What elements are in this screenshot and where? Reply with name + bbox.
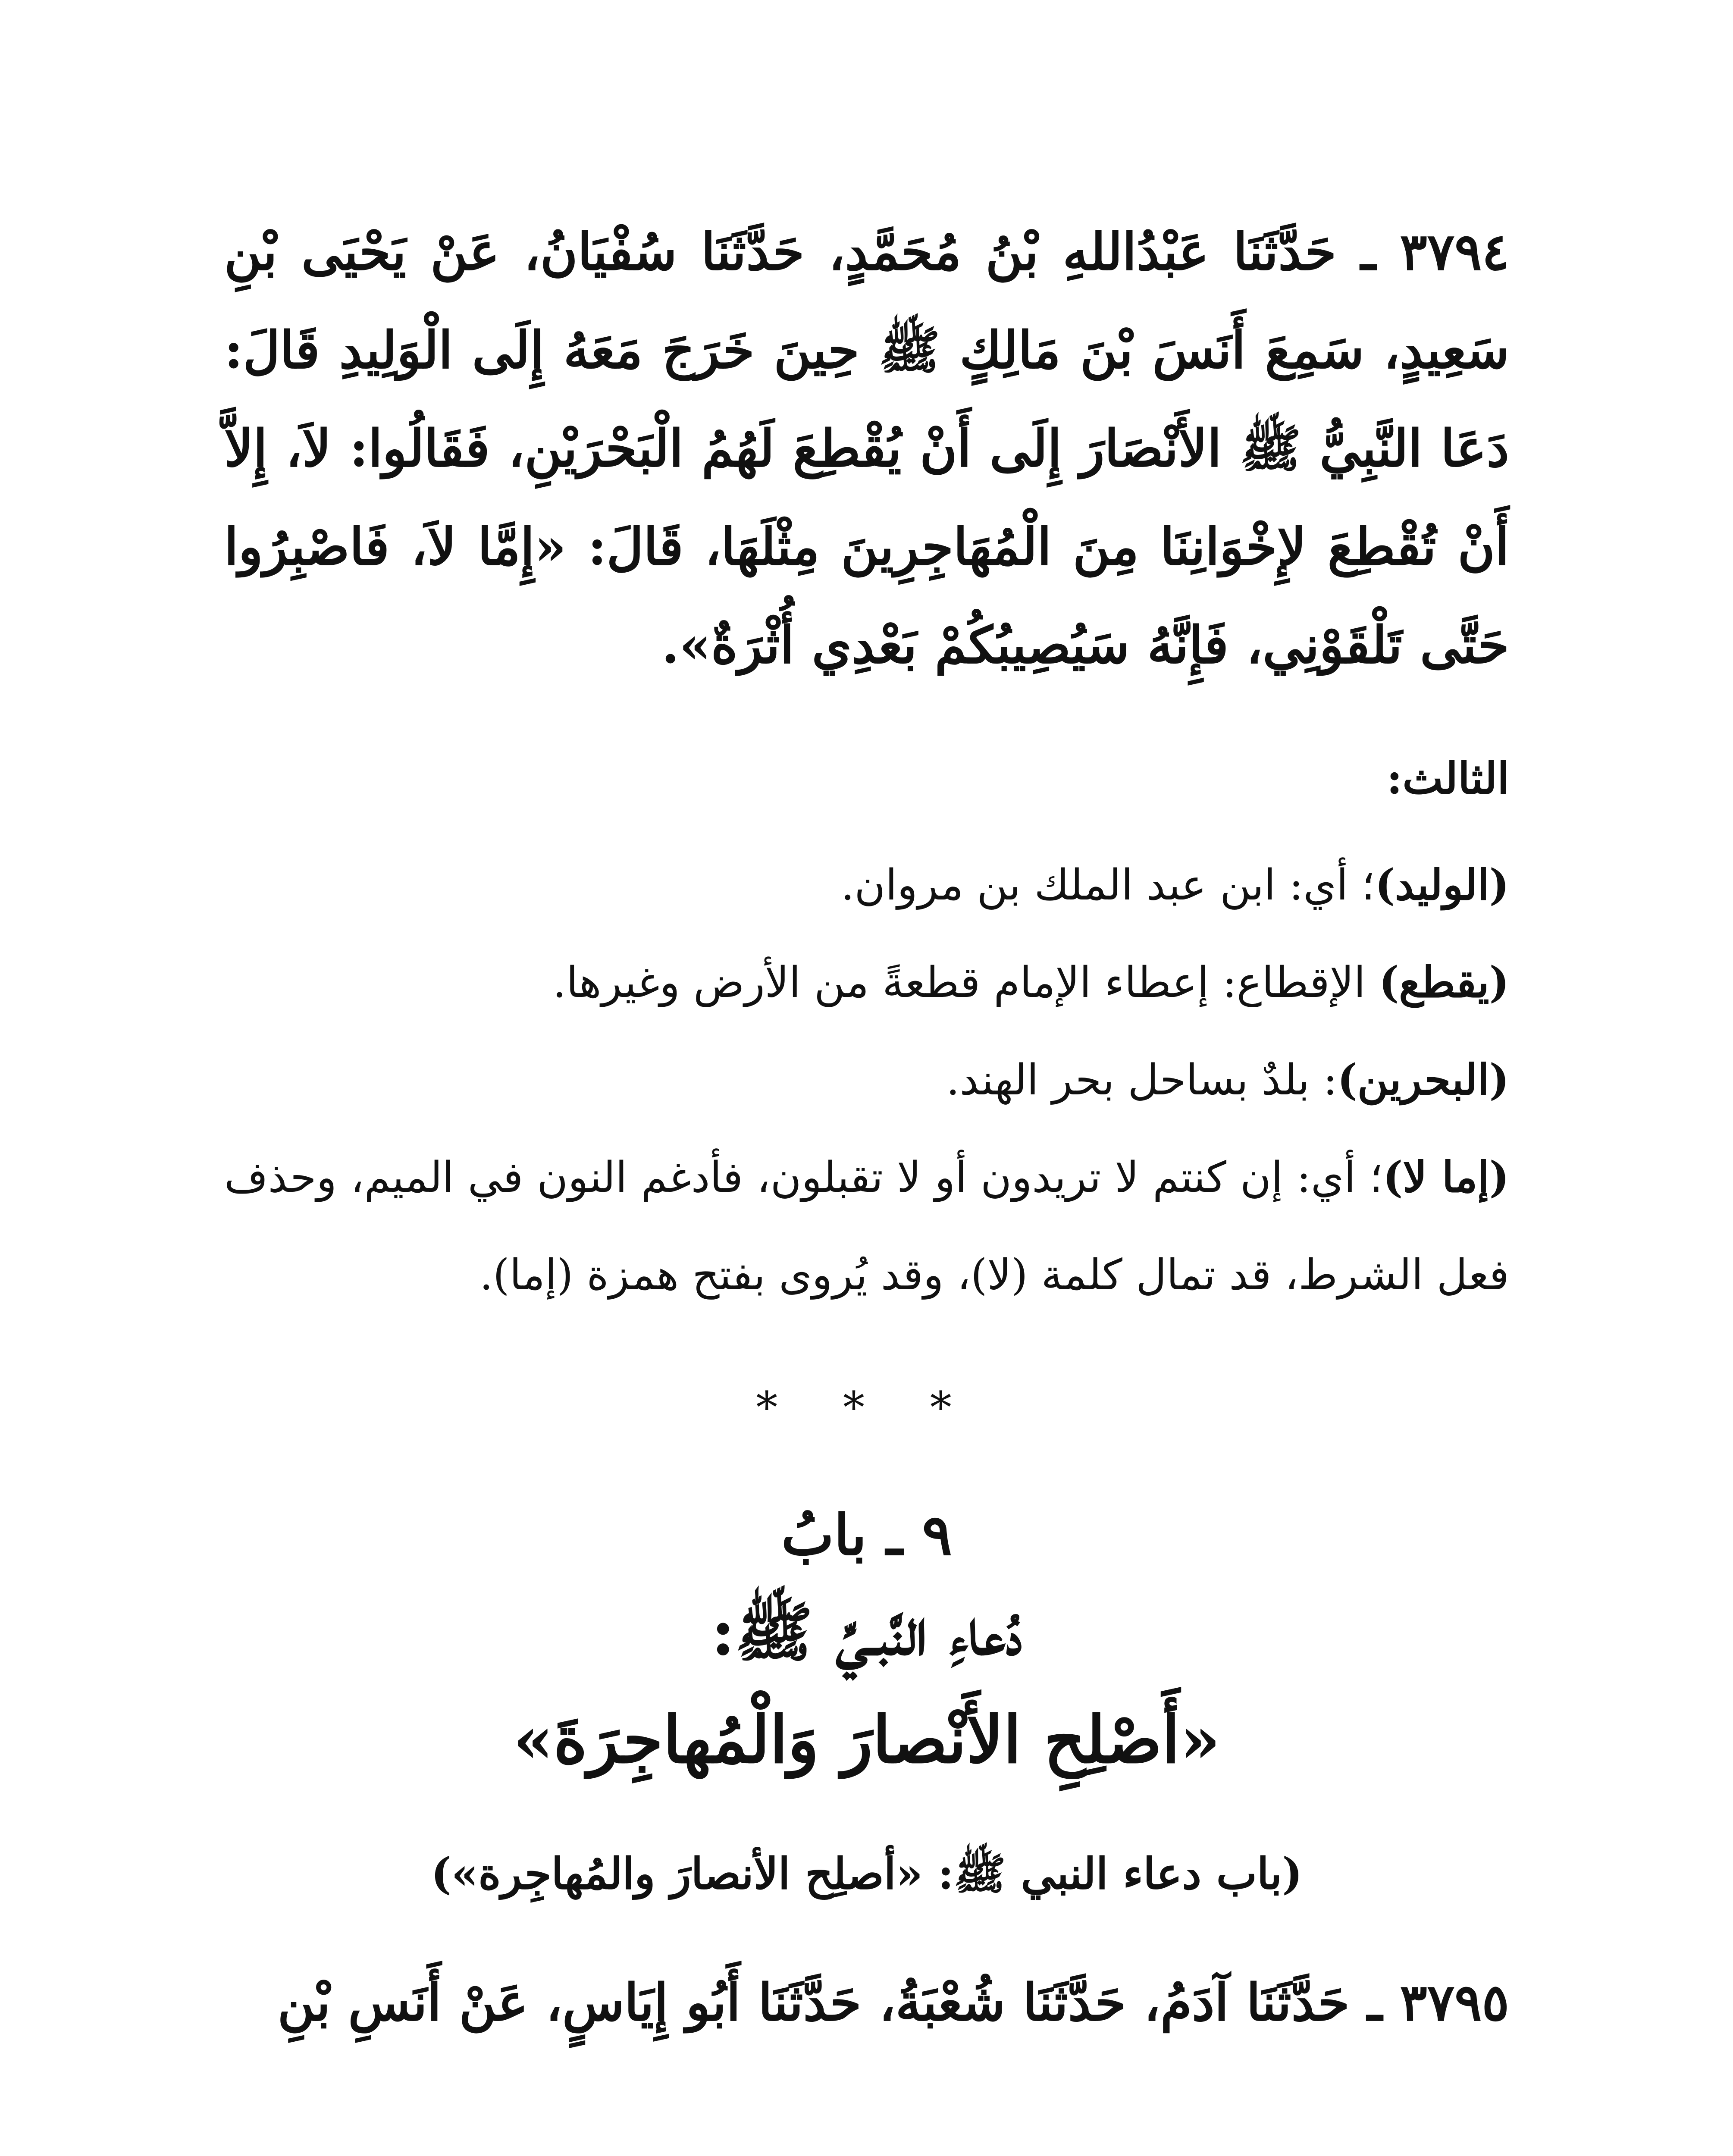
chapter-title-line1: دُعاءِ النَّبـيِّ ﷺ: [711, 1594, 1022, 1670]
hadith-3795: ٣٧٩٥ ـ حَدَّثَنَا آدَمُ، حَدَّثَنَا شُعْبَةُ، حَدَّثَنَا أَبُو إِيَاسٍ، عَنْ أَنَسِ بْنِ [277, 1972, 1509, 2032]
gloss-text: الإقطاع: إعطاء الإمام قطعةً من الأرض وغيرها. [552, 958, 1379, 1007]
chapter-subtitle: (باب دعاء النبي ﷺ: «أصلِح الأنصارَ والمُهاجِرة») [431, 1848, 1303, 1899]
gloss-text: ؛ أي: إن كنتم لا تريدون أو لا تقبلون، فأدغم النون في الميم، وحذف فعل الشرط، قد تمال كلمة (لا)، وقد يُروى بفتح همزة (إما). [224, 1153, 1509, 1300]
gloss-term: (يقطع) [1379, 958, 1509, 1007]
gloss-yuqti [224, 934, 1509, 1031]
chapter-title-line2: «أَصْلِحِ الأَنْصارَ وَالْمُهاجِرَةَ» [513, 1702, 1221, 1778]
book-page [224, 203, 1509, 2156]
gloss-al-walid [224, 837, 1509, 934]
gloss-al-bahrain [224, 1031, 1509, 1129]
gloss-text: ؛ أي: ابن عبد الملك بن مروان. [841, 861, 1375, 910]
gloss-term: (الوليد) [1375, 860, 1509, 910]
commentary-heading: الثالث: [1386, 753, 1509, 804]
hadith-3794: ٣٧٩٤ ـ حَدَّثَنَا عَبْدُاللهِ بْنُ مُحَمَّدٍ، حَدَّثَنَا سُفْيَانُ، عَنْ يَحْيَى بْنِ سَعِيدٍ، سَمِعَ أَنَسَ بْنَ مَالِكٍ ﷺ حِينَ خَرَجَ مَعَهُ إِلَى الْوَلِيدِ قَالَ: دَعَا النَّبِيُّ ﷺ الأَنْصَارَ إِلَى أَنْ يُقْطِعَ لَهُمُ الْبَحْرَيْنِ، فَقَالُوا: لاَ، إِلاَّ أَنْ تُقْطِعَ لإِخْوَانِنَا مِنَ الْمُهَاجِرِينَ مِثْلَهَا، قَالَ: «إِمَّا لاَ، فَاصْبِرُوا حَتَّى تَلْقَوْنِي، فَإِنَّهُ سَيُصِيبُكُمْ بَعْدِي أُثْرَةٌ». [224, 222, 1509, 675]
gloss-term: (البحرين) [1337, 1055, 1509, 1105]
section-separator: * * * [756, 1382, 978, 1433]
chapter-number: ٩ ـ بابُ [781, 1502, 953, 1568]
gloss-term: (إما لا) [1382, 1153, 1510, 1202]
gloss-imma-la [224, 1129, 1509, 1324]
gloss-text: : بلدٌ بساحل بحر الهند. [946, 1056, 1338, 1105]
